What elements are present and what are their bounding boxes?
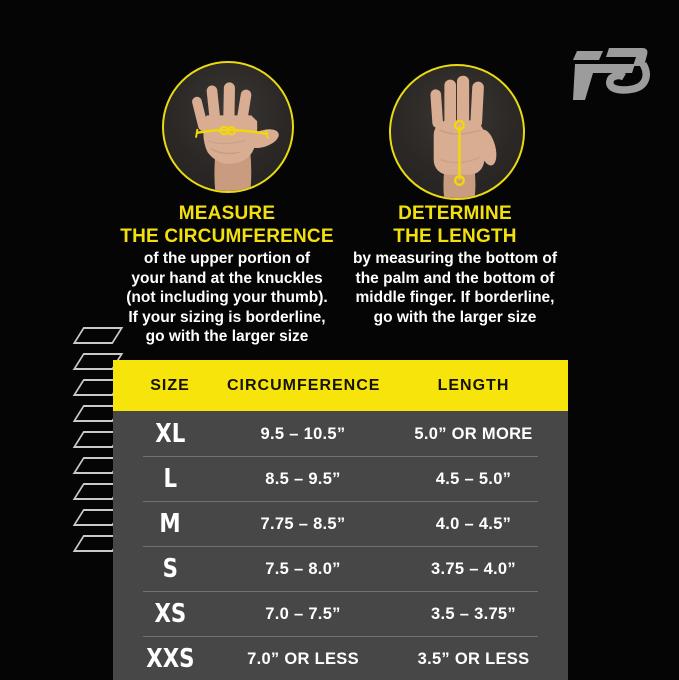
text-line: by measuring the bottom of [352,250,558,267]
brand-logo-icon [563,44,655,108]
size-cell: S [162,554,178,584]
size-table [113,360,568,680]
size-cell: L [163,464,177,494]
hand-length-icon [391,66,523,198]
text-line: (not including your thumb). [126,289,328,306]
length-cell: 3.5 – 3.75” [431,604,516,623]
heading-line: DETERMINE [398,203,512,224]
text-line: the palm and the bottom of [355,269,555,287]
heading-line: MEASURE [178,203,276,224]
text-line: your hand at the knuckles [131,269,323,287]
table-row-l [113,457,568,501]
heading-line: THE CIRCUMFERENCE [120,226,334,247]
size-cell: XXS [145,644,195,674]
size-cell: XL [154,419,186,449]
header-circumference: CIRCUMFERENCE [227,376,381,394]
circumference-cell: 9.5 – 10.5” [260,424,346,443]
table-row-xxs [113,637,568,680]
hatch-mark [73,327,124,344]
length-instructions [305,249,605,327]
length-cell: 3.5” OR LESS [417,649,530,668]
table-row-m [113,502,568,546]
length-cell: 4.0 – 4.5” [435,514,512,533]
circumference-cell: 7.75 – 8.5” [260,514,346,533]
hatch-decoration [78,327,118,561]
circumference-cell: 7.5 – 8.0” [265,559,341,578]
circumference-photo-circle [162,61,294,193]
circumference-cell: 8.5 – 9.5” [265,469,341,488]
length-cell: 5.0” OR MORE [414,424,533,443]
table-row-s [113,547,568,591]
size-cell: XS [154,599,186,629]
text-line: go with the larger size [373,308,537,326]
length-cell: 3.75 – 4.0” [431,559,516,578]
size-table-body [113,411,568,680]
text-line: of the upper portion of [143,250,311,267]
length-photo-circle [389,64,525,200]
heading-line: THE LENGTH [393,226,517,247]
circumference-cell: 7.0 – 7.5” [265,604,341,623]
length-heading [305,202,605,248]
size-cell: M [159,509,181,539]
hand-circumference-icon [164,63,292,191]
header-size: SIZE [150,376,190,394]
circumference-cell: 7.0” OR LESS [247,649,359,668]
text-line: middle finger. If borderline, [355,289,555,306]
size-table-header [113,360,568,411]
text-line: If your sizing is borderline, [128,308,326,326]
table-row-xl [113,412,568,456]
length-cell: 4.5 – 5.0” [435,469,512,488]
table-row-xs [113,592,568,636]
header-length: LENGTH [437,376,510,394]
text-line: go with the larger size [145,328,309,345]
